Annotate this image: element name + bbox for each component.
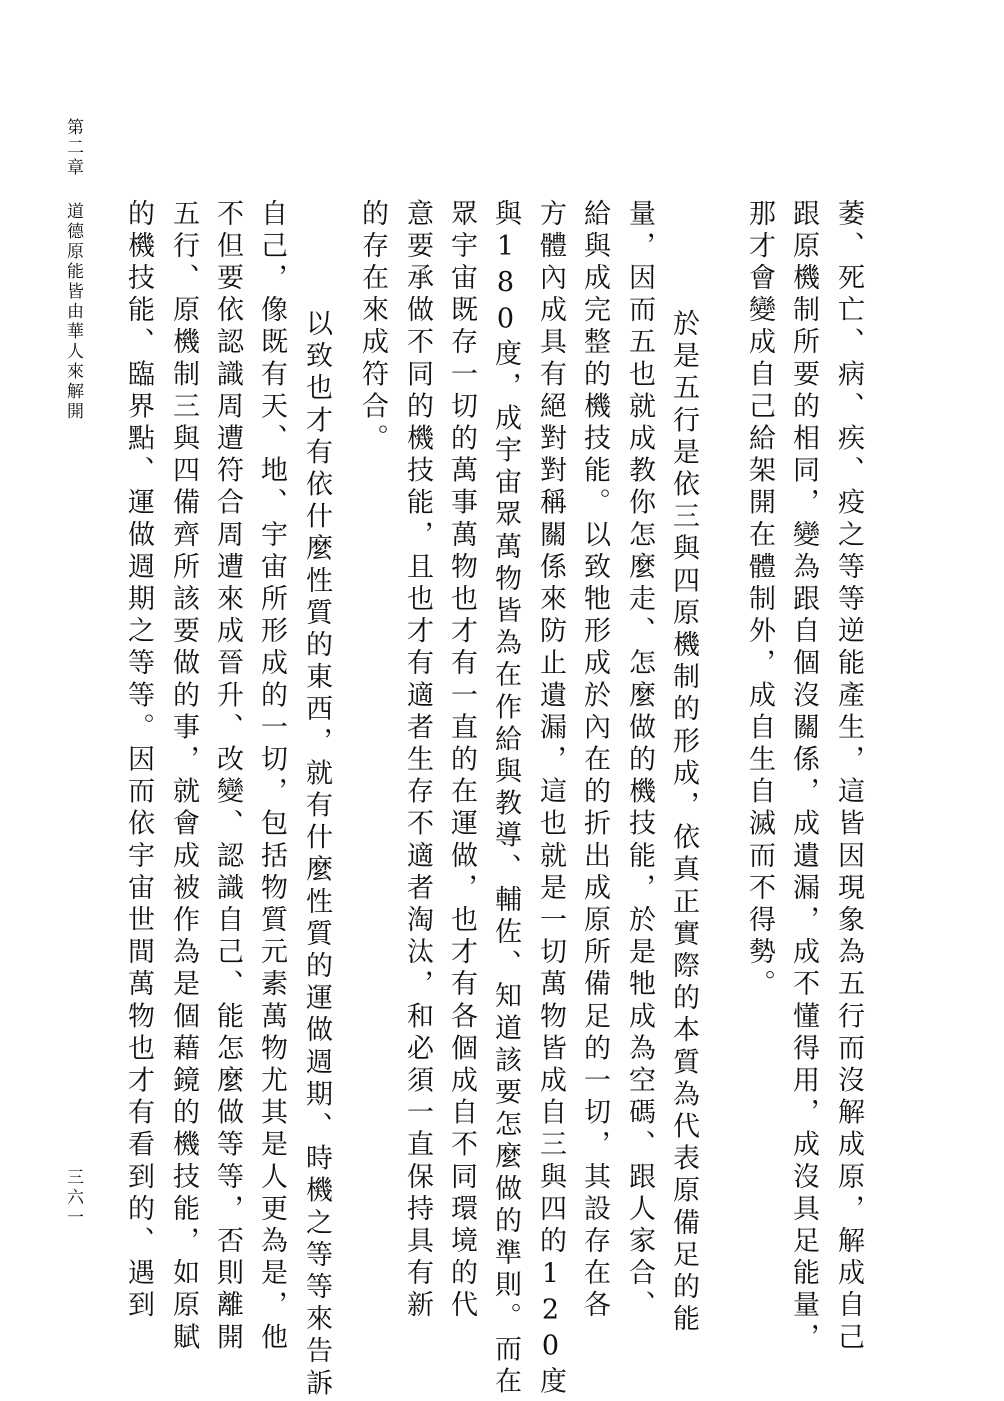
text-column: 於是五行是依三與四原機制的形成，依真正實際的本質為代表原備足的能 bbox=[668, 245, 699, 1337]
text-column: 量，因而五也就成教你怎麼走、怎麼做的機技能，於是牠成為空碼、跟人家合、 bbox=[624, 199, 655, 1323]
text-column: 的存在來成符合。 bbox=[357, 199, 388, 456]
text-column: 眾宇宙既存一切的萬事萬物也才有一直的在運做，也才有各個成自不同環境的代 bbox=[446, 199, 477, 1323]
text-column: 方體內成具有絕對對稱關係來防止遺漏，這也就是一切萬物皆成自三與四的120度 bbox=[535, 199, 566, 1399]
text-column: 那才會變成自己給架開在體制外，成自生自滅而不得勢。 bbox=[744, 199, 775, 1002]
text-column: 萎、死亡、病、疾、疫之等等逆能產生，這皆因現象為五行而沒解成原，解成自己 bbox=[833, 199, 864, 1355]
page-number: 三六一 bbox=[63, 1168, 83, 1228]
book-title: 道德原能皆由華人來解開 bbox=[63, 202, 83, 422]
text-column: 五行、原機制三與四備齊所該要做的事，就會成被作為是個藉鏡的機技能，如原賦 bbox=[168, 199, 199, 1355]
text-column: 自己，像既有天、地、宇宙所形成的一切，包括物質元素萬物尤其是人更為是，他 bbox=[256, 199, 287, 1355]
text-column: 意要承做不同的機技能，且也才有適者生存不適者淘汰，和必須一直保持具有新 bbox=[402, 199, 433, 1323]
text-column: 不但要依認識周遭符合周遭來成晉升、改變、認識自己、能怎麼做等等，否則離開 bbox=[212, 199, 243, 1355]
text-column: 以致也才有依什麼性質的東西，就有什麼性質的運做週期、時機之等等來告訴 bbox=[301, 245, 332, 1401]
chapter-label: 第二章 bbox=[63, 118, 83, 178]
text-column: 給與成完整的機技能。以致牠形成於內在的折出成原所備足的一切，其設存在各 bbox=[579, 199, 610, 1323]
text-column: 跟原機制所要的相同，變為跟自個沒關係，成遺漏，成不懂得用，成沒具足能量， bbox=[788, 199, 819, 1355]
text-column: 與180度，成宇宙眾萬物皆為在作給與教導、輔佐、知道該要怎麼做的準則。而在 bbox=[490, 199, 521, 1399]
text-column: 的機技能、臨界點、運做週期之等等。因而依宇宙世間萬物也才有看到的、遇到 bbox=[123, 199, 154, 1323]
running-head bbox=[61, 118, 85, 422]
